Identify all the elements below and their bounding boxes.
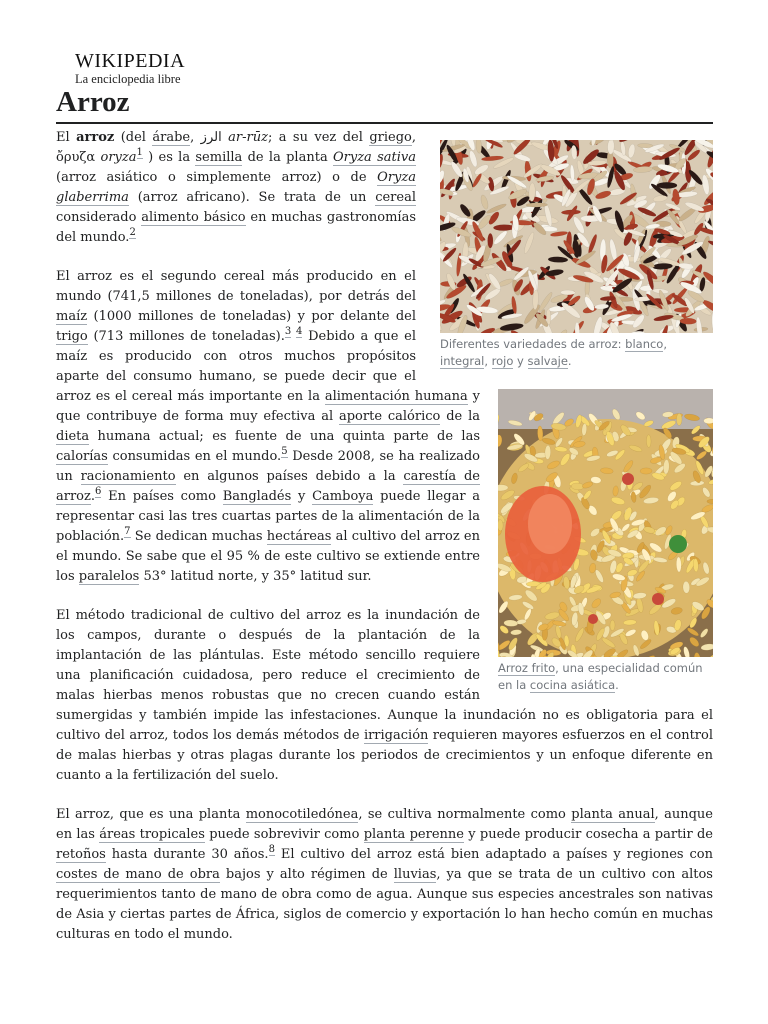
link-monocotiledonea[interactable]: monocotiledónea [245, 807, 359, 822]
link-semilla[interactable]: semilla [195, 150, 243, 165]
wikipedia-logo[interactable] [75, 50, 205, 86]
link-calorias[interactable]: calorías [56, 449, 108, 464]
text: ; a su vez del [267, 130, 370, 145]
text: humana actual; es fuente de una quinta parte de las [89, 429, 480, 444]
text: (1000 millones de toneladas) y por delante del [87, 309, 416, 324]
link-arroz-frito[interactable]: Arroz frito [498, 661, 556, 675]
greek-word: ὄρυζα [56, 150, 96, 165]
text: puede llegar a representar casi las tres cuartas partes de la alimentación de la población. [56, 489, 481, 544]
text: en muchas gastronomías del mundo. [56, 210, 417, 245]
text: (del [114, 130, 153, 145]
caption-text: , [663, 337, 668, 351]
link-oryza-glaberrima[interactable]: Oryza glaberrima [56, 170, 416, 205]
figure-caption [498, 660, 713, 694]
text: y [291, 489, 313, 504]
caption-text: y [513, 354, 528, 368]
text: de la [440, 409, 480, 424]
text: Debido a que el maíz es producido con otros muchos propósitos aparte del consumo humano, se puede decir que el arroz es el cereal más importante en la [56, 329, 416, 404]
text: El arroz, que es una planta [56, 807, 246, 822]
link-integral[interactable]: integral [440, 354, 485, 368]
link-irrigacion[interactable]: irrigación [363, 728, 429, 743]
reference-1[interactable]: 1 [136, 147, 143, 158]
logo-wordmark: WIKIPEDIA [75, 50, 186, 72]
text: en algunos países debido a la [175, 469, 404, 484]
link-oryza-sativa[interactable]: Oryza sativa [332, 150, 416, 165]
link-planta-perenne[interactable]: planta perenne [363, 827, 464, 842]
text: Desde 2008, se ha realizado un [56, 449, 481, 484]
reference-4[interactable]: 4 [296, 326, 303, 337]
text: considerado [56, 210, 142, 225]
link-retonos[interactable]: retoños [56, 847, 106, 862]
link-cereal[interactable]: cereal [375, 190, 416, 205]
text: (arroz africano). Se trata de un [128, 190, 376, 205]
link-arabe[interactable]: árabe [152, 130, 191, 145]
link-trigo[interactable]: trigo [56, 329, 88, 344]
text: bajos y alto régimen de [219, 867, 394, 882]
text: hasta durante 30 años. [105, 847, 269, 862]
text: requieren mayores esfuerzos en el control de malas hierbas y otras plagas durante los periodos de crecimientos y un enfoque diferente en cuanto a la fertilización del suelo. [56, 728, 713, 783]
figure-caption [440, 336, 713, 370]
caption-text: , [484, 354, 492, 368]
text: El arroz es el segundo cereal más producido en el mundo (741,5 millones de toneladas), por detrás del [56, 269, 416, 304]
link-griego[interactable]: griego [369, 130, 412, 145]
text: y que contribuye de forma muy efectiva al [56, 389, 481, 424]
text: y puede producir cosecha a partir de [463, 827, 713, 842]
text: . [90, 489, 95, 504]
link-costes-de-mano-de-obra[interactable]: costes de mano de obra [56, 867, 220, 882]
link-paralelos[interactable]: paralelos [78, 569, 140, 584]
reference-8[interactable]: 8 [268, 844, 275, 855]
page-title: Arroz [56, 84, 713, 124]
paragraph-plant [56, 805, 713, 945]
bold-term: arroz [76, 130, 115, 145]
reference-5[interactable]: 5 [281, 446, 288, 457]
link-salvaje[interactable]: salvaje [527, 354, 568, 368]
text: 53° latitud norte, y 35° latitud sur. [139, 569, 372, 584]
reference-2[interactable]: 2 [129, 227, 136, 238]
text: puede sobrevivir como [204, 827, 364, 842]
link-banglades[interactable]: Bangladés [222, 489, 292, 504]
link-alimento-basico[interactable]: alimento básico [141, 210, 246, 225]
link-rojo[interactable]: rojo [491, 354, 514, 368]
text: En países como [101, 489, 223, 504]
link-lluvias[interactable]: lluvias [393, 867, 437, 882]
transliteration: ar-rūz [228, 130, 268, 145]
link-cocina-asiatica[interactable]: cocina asiática [529, 678, 616, 692]
text: consumidas en el mundo. [107, 449, 282, 464]
link-camboya[interactable]: Camboya [312, 489, 374, 504]
link-dieta[interactable]: dieta [56, 429, 90, 444]
link-blanco[interactable]: blanco [625, 337, 664, 351]
link-carestia-de-arroz[interactable]: carestía de arroz [56, 469, 480, 504]
text: (arroz asiático o simplemente arroz) o de [56, 170, 378, 185]
text: El [56, 130, 77, 145]
figure-arroz-frito [498, 389, 713, 694]
fried-rice-image[interactable] [498, 389, 713, 657]
text: , [190, 130, 201, 145]
text: de la planta [242, 150, 333, 165]
link-maiz[interactable]: maíz [56, 309, 88, 324]
caption-text: , una especialidad común en la [498, 661, 703, 692]
text: El método tradicional de cultivo del arroz es la inundación de los campos, durante o después de la plantación de la implantación de las plántulas. Este método sencillo requiere una planificación cuidadosa, pero reduce el crecimiento de malas hierbas menos robustas que no crecen cuando están sumergidas y también impide las infestaciones. Aunque la inundación no es obligatoria para el cultivo del arroz, todos los demás métodos de [56, 608, 713, 743]
text: , se cultiva normalmente como [358, 807, 572, 822]
text: ) es la [142, 150, 196, 165]
link-planta-anual[interactable]: planta anual [571, 807, 655, 822]
figure-rice-varieties [440, 140, 713, 370]
article-body [56, 128, 713, 964]
text: (713 millones de toneladas). [87, 329, 285, 344]
text: al cultivo del arroz en el mundo. Se sabe que el 95 % de este cultivo se extiende entre los [56, 529, 480, 584]
text: , aunque en las [56, 807, 713, 842]
link-hectareas[interactable]: hectáreas [266, 529, 332, 544]
reference-3[interactable]: 3 [284, 326, 292, 337]
caption-text: . [615, 678, 619, 692]
text: , [411, 130, 416, 145]
reference-6[interactable]: 6 [95, 486, 102, 497]
caption-text: . [567, 354, 572, 368]
latin-word: oryza [100, 150, 137, 165]
caption-text: Diferentes variedades de arroz: [440, 337, 626, 351]
link-alimentacion-humana[interactable]: alimentación humana [324, 389, 468, 404]
arabic-word: الرز [200, 130, 222, 145]
reference-7[interactable]: 7 [124, 526, 131, 537]
text: El cultivo del arroz está bien adaptado a países y regiones con [274, 847, 714, 862]
rice-varieties-image[interactable] [440, 140, 713, 333]
link-aporte-calorico[interactable]: aporte calórico [338, 409, 441, 424]
text: Se dedican muchas [130, 529, 267, 544]
link-areas-tropicales[interactable]: áreas tropicales [99, 827, 205, 842]
link-racionamiento[interactable]: racionamiento [80, 469, 176, 484]
logo-tagline: La enciclopedia libre [75, 72, 181, 86]
text: , ya que se trata de un cultivo con altos requerimientos tanto de mano de obra como de agua. Aunque sus especies ancestrales son nativas de Asia y ciertas partes de África, siglos de comercio y exportación lo han hecho común en muchas culturas en todo el mundo. [56, 867, 713, 942]
